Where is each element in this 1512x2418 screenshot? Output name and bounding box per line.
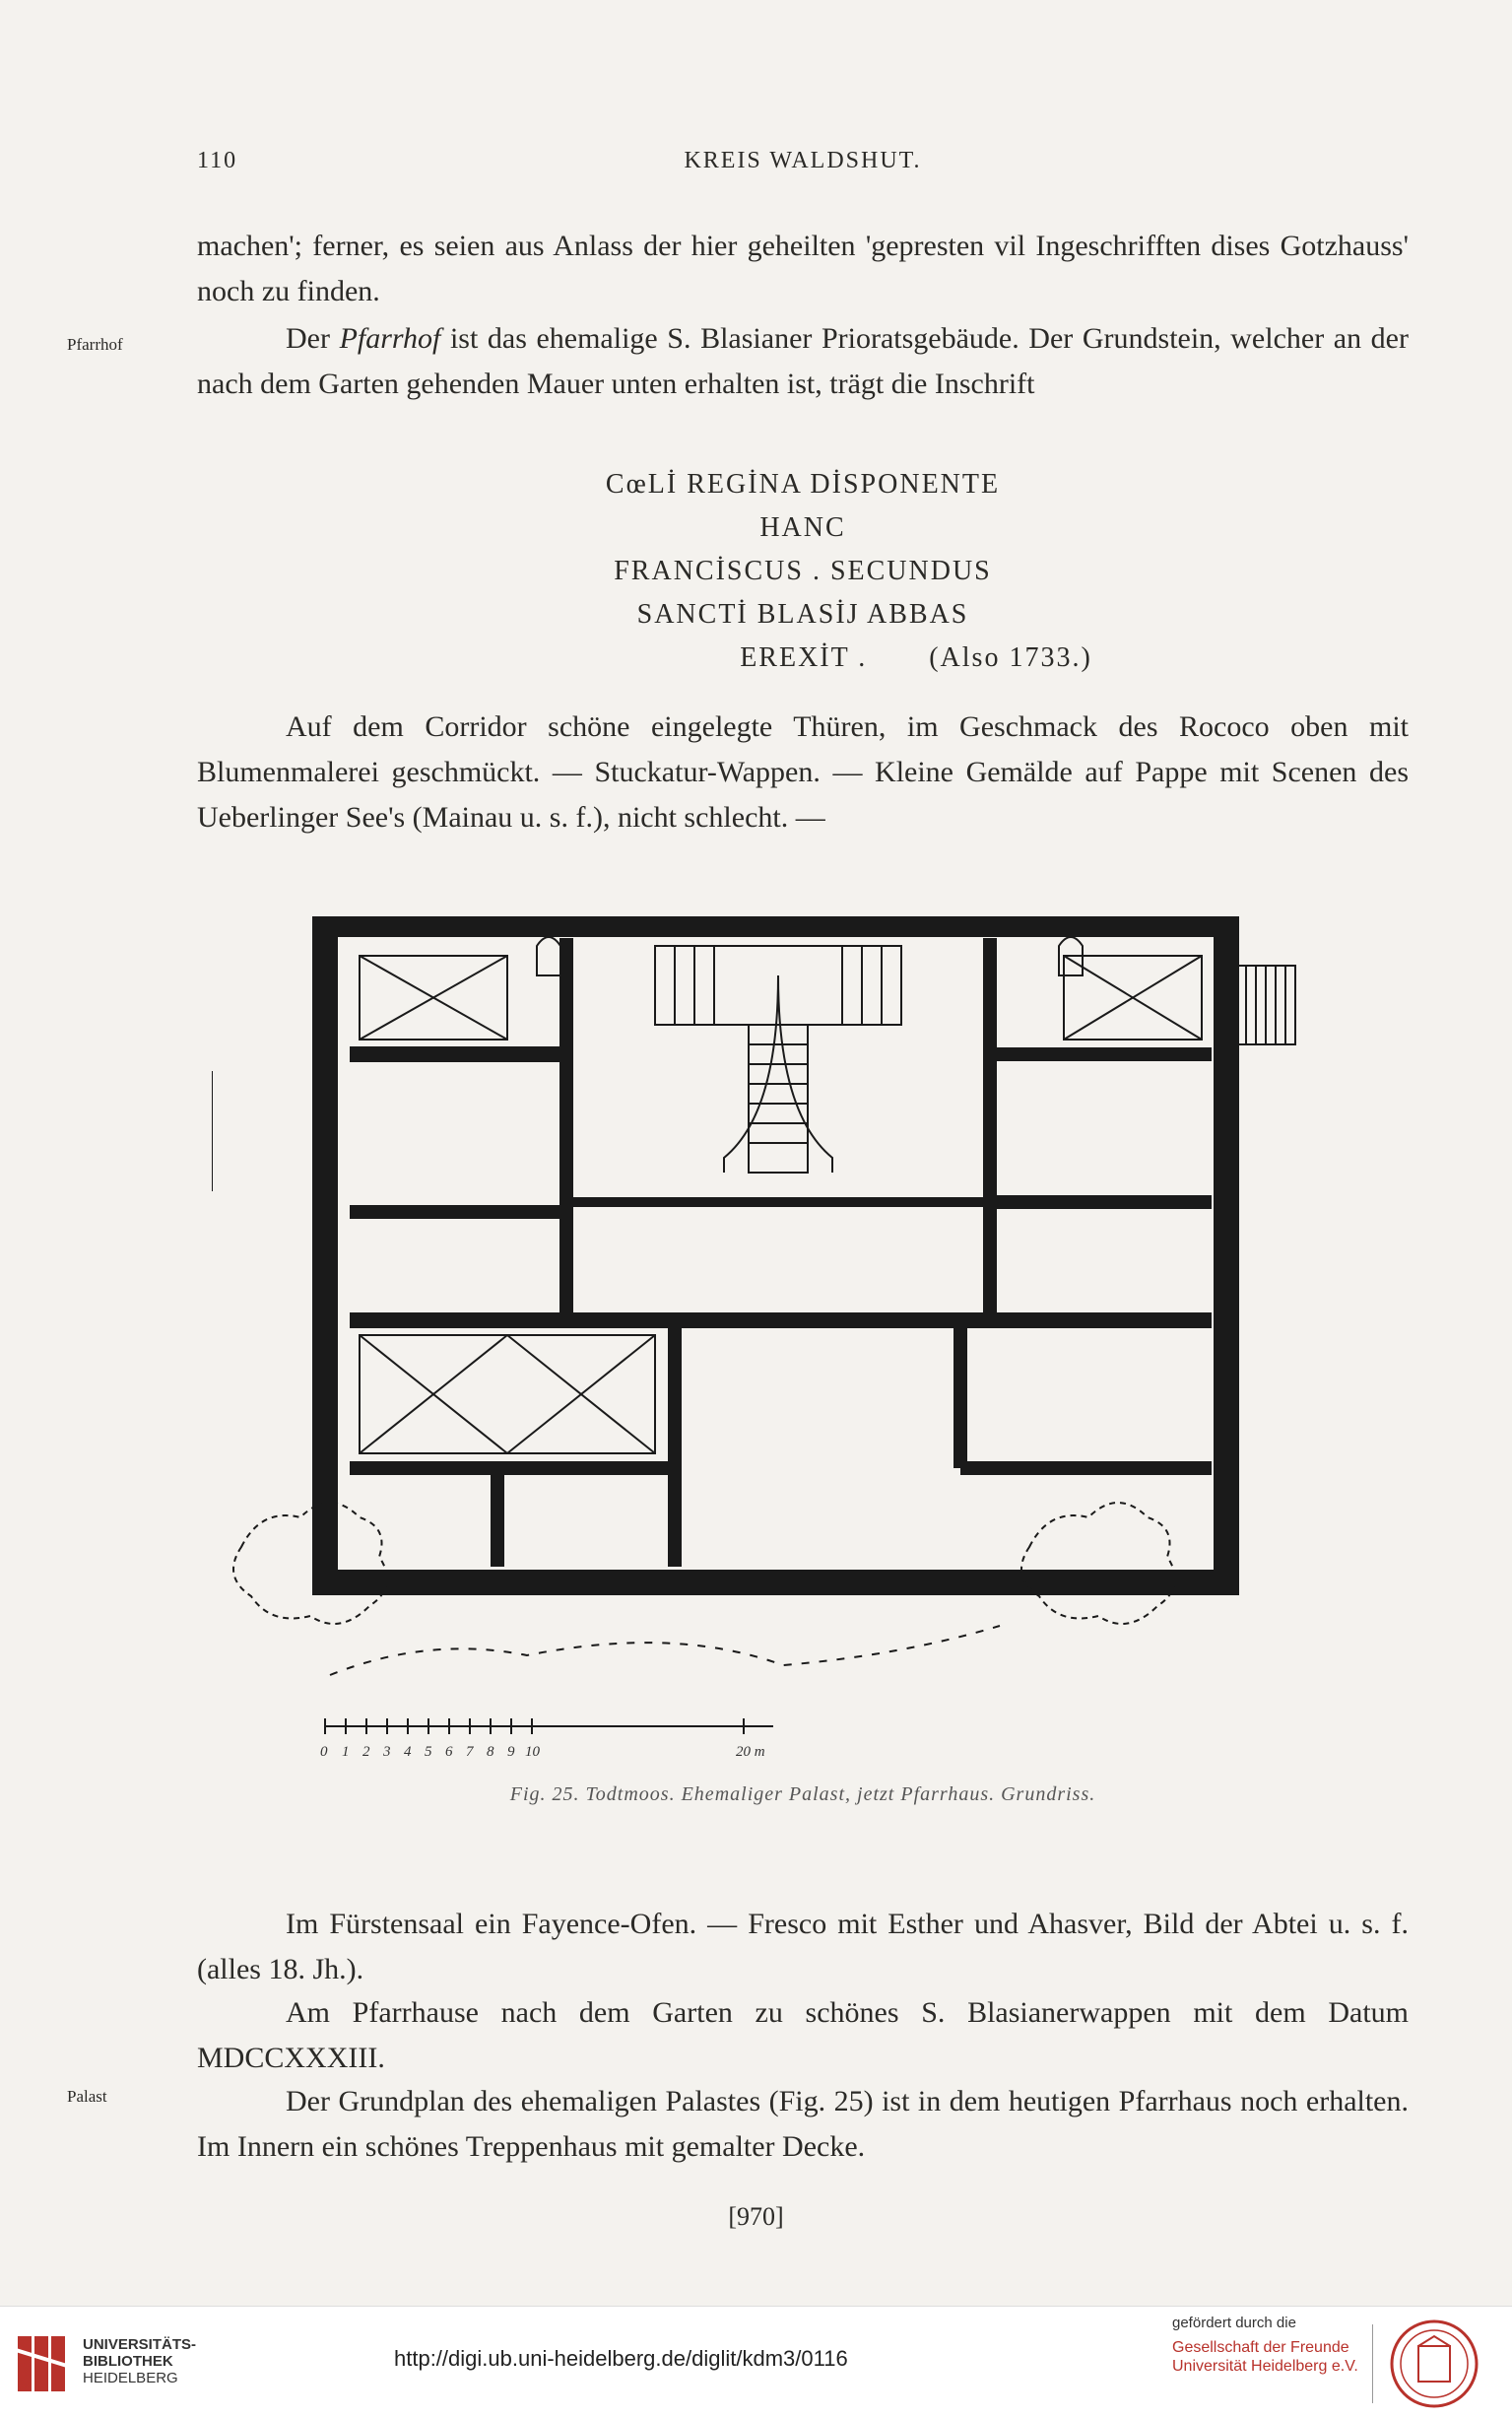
inscription-line-4: SANCTİ BLASİJ ABBAS xyxy=(636,599,969,630)
inscription-line-2: HANC xyxy=(759,512,846,543)
funded-by-label: gefördert durch die xyxy=(1172,2315,1296,2331)
paragraph-2-rest: ist das ehemalige S. Blasianer Prioratsgebäude. Der Grundstein, welcher an der nach dem Garten gehenden Mauer unten erhalten ist, trägt die Inschrift xyxy=(197,322,1409,400)
scale-label-6: 6 xyxy=(445,1744,453,1760)
permalink-url[interactable]: http://digi.ub.uni-heidelberg.de/diglit/kdm3/0116 xyxy=(394,2346,848,2371)
paragraph-6: Der Grundplan des ehemaligen Palastes (Fig. 25) ist in dem heutigen Pfarrhaus noch erhalten. Im Innern ein schönes Treppenhaus mit gemalter Decke. xyxy=(197,2085,1409,2163)
university-library-logo-icon xyxy=(14,2330,69,2395)
bottom-page-number: [970] xyxy=(728,2202,784,2231)
footer-divider xyxy=(1372,2324,1373,2403)
paragraph-2 xyxy=(197,316,1409,407)
society-name-line-1: Gesellschaft der Freunde xyxy=(1172,2339,1349,2356)
scale-label-9: 9 xyxy=(507,1744,515,1760)
paragraph-1: machen'; ferner, es seien aus Anlass der hier geheilten 'gepresten vil Ingeschrifften dises Gotzhauss' noch zu finden. xyxy=(197,230,1409,307)
scale-label-20m: 20 m xyxy=(736,1744,765,1760)
library-name-line-2: BIBLIOTHEK xyxy=(83,2353,173,2370)
library-name-line-3: HEIDELBERG xyxy=(83,2370,178,2386)
scale-label-7: 7 xyxy=(466,1744,474,1760)
inscription-line-5 xyxy=(197,637,1409,680)
inscription-line-1: CœLİ REGİNA DİSPONENTE xyxy=(605,469,1001,500)
inscription-date-note: (Also 1733.) xyxy=(929,642,1092,673)
scale-label-3: 3 xyxy=(383,1744,391,1760)
society-name xyxy=(1172,2338,1358,2376)
scale-label-0: 0 xyxy=(320,1744,328,1760)
paragraph-3: Auf dem Corridor schöne eingelegte Thüren, im Geschmack des Rococo oben mit Blumenmalerei geschmückt. — Stuckatur-Wappen. — Kleine Gemälde auf Pappe mit Scenen des Ueberlinger See's (Mainau u. s. f.), nicht schlecht. — xyxy=(197,710,1409,834)
footer-bar xyxy=(0,2306,1512,2418)
figure-caption: Fig. 25. Todtmoos. Ehemaliger Palast, jetzt Pfarrhaus. Grundriss. xyxy=(509,1783,1096,1805)
running-title: KREIS WALDSHUT. xyxy=(684,148,922,173)
library-name xyxy=(83,2336,196,2386)
scale-label-2: 2 xyxy=(362,1744,370,1760)
university-seal-icon xyxy=(1389,2318,1479,2409)
society-name-line-2: Universität Heidelberg e.V. xyxy=(1172,2358,1358,2375)
margin-note-palast: Palast xyxy=(67,2087,107,2106)
paragraph-4: Im Fürstensaal ein Fayence-Ofen. — Fresco mit Esther und Ahasver, Bild der Abtei u. s. f. (alles 18. Jh.). xyxy=(197,1908,1409,1985)
scale-label-5: 5 xyxy=(425,1744,432,1760)
paragraph-2-start: Der xyxy=(286,322,340,355)
header-page-number: 110 xyxy=(197,148,238,173)
scale-label-8: 8 xyxy=(487,1744,494,1760)
paragraph-5: Am Pfarrhause nach dem Garten zu schönes S. Blasianerwappen mit dem Datum MDCCXXXIII. xyxy=(197,1996,1409,2074)
floor-plan-figure xyxy=(212,916,1354,1774)
inscription-line-5-text: EREXİT . xyxy=(740,642,868,673)
scale-label-1: 1 xyxy=(342,1744,350,1760)
scale-label-4: 4 xyxy=(404,1744,412,1760)
library-name-line-1: UNIVERSITÄTS- xyxy=(83,2336,197,2353)
scale-label-10: 10 xyxy=(525,1744,540,1760)
margin-note-pfarrhof: Pfarrhof xyxy=(67,335,123,354)
inscription-line-3: FRANCİSCUS . SECUNDUS xyxy=(614,556,992,586)
inscription xyxy=(197,463,1409,680)
pfarrhof-term: Pfarrhof xyxy=(339,322,441,355)
